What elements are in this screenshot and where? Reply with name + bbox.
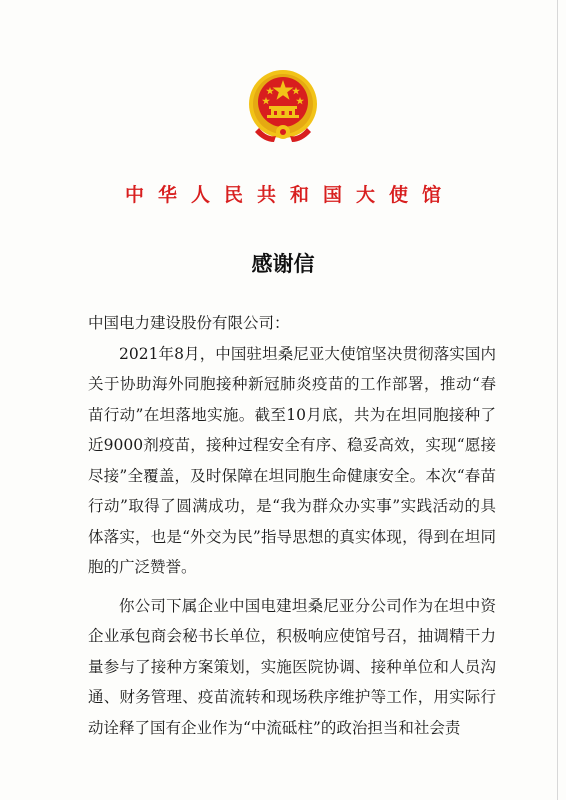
document-title: 感谢信 [251,252,315,276]
national-emblem-icon [245,66,321,146]
page-edge-line [557,0,558,800]
letter-body [88,308,496,743]
body-paragraph: 你公司下属企业中国电建坦桑尼亚分公司作为在坦中资企业承包商会秘书长单位，积极响应使馆号召，抽调精干力量参与了接种方案策划，实施医院协调、接种单位和人员沟通、财务管理、疫苗流转和现场秩序维护等工作，用实际行动诠释了国有企业作为“中流砥柱”的政治担当和社会责 [88,596,496,737]
salutation: 中国电力建设股份有限公司： [88,314,290,332]
embassy-name: 中华人民共和国大使馆 [124,184,455,206]
body-paragraph: 2021年8月，中国驻坦桑尼亚大使馆坚决贯彻落实国内关于协助海外同胞接种新冠肺炎疫苗的工作部署，推动“春苗行动”在坦落地实施。截至10月底，共为在坦同胞接种了近9000剂疫苗，接种过程安全有序、稳妥高效，实现“愿接尽接”全覆盖，及时保障在坦同胞生命健康安全。本次“春苗行动”取得了圆满成功，是“我为群众办实事”实践活动的具体落实，也是“外交为民”指导思想的真实体现，得到在坦同胞的广泛赞誉。 [88,344,496,576]
